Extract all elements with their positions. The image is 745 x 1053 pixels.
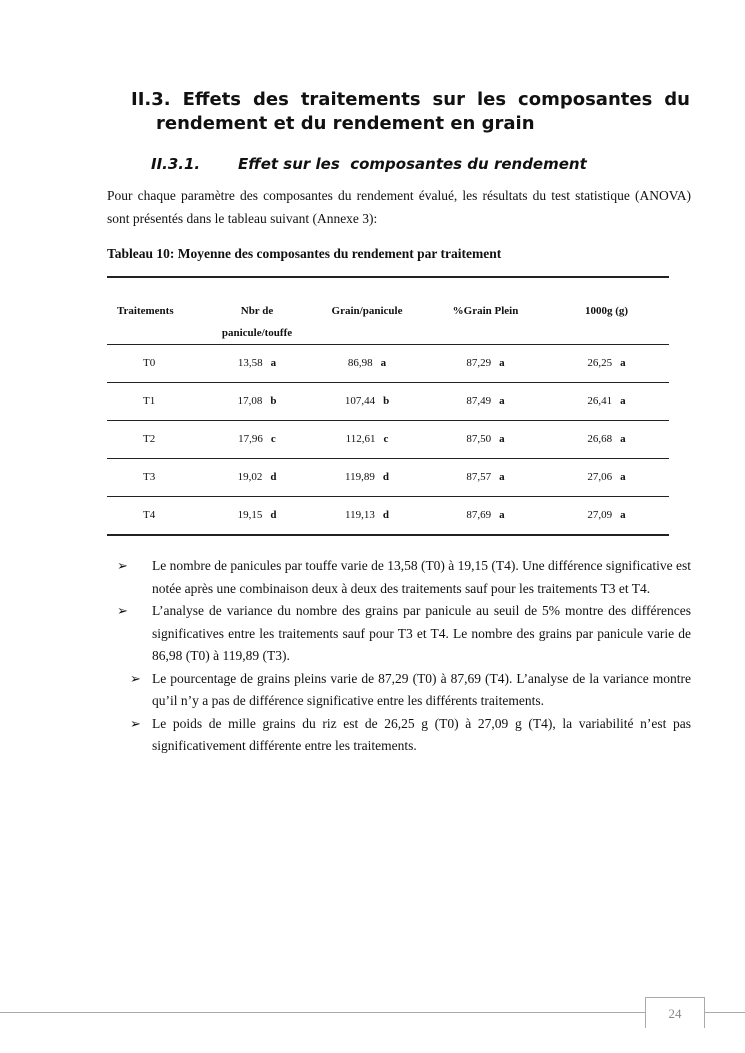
table-cell xyxy=(307,497,427,535)
significance-group: a xyxy=(499,357,505,369)
cell-value: 107,44 xyxy=(344,395,376,407)
treatment-label: T3 xyxy=(143,471,156,483)
bullet-text: L’analyse de variance du nombre des grains par panicule au seuil de 5% montre des différences significatives entre les traitements sauf pour T3 et T4. Le nombre des grains par panicule varie de 86,98 (T0) à 119,89 (T3). xyxy=(152,603,691,663)
cell-value: 119,13 xyxy=(345,509,375,521)
cell-value: 87,69 xyxy=(466,509,492,521)
section-heading-word: traitements xyxy=(300,89,421,110)
bullet-item xyxy=(107,600,691,668)
section-heading-word: des xyxy=(253,89,289,110)
bullet-text: Le nombre de panicules par touffe varie de 13,58 (T0) à 19,15 (T4). Une différence significative est notée après une combinaison deux à deux des traitements sauf pour les traitements T3 et T4. xyxy=(152,558,691,596)
significance-group: d xyxy=(382,509,389,521)
table-cell xyxy=(307,383,427,421)
table-cell xyxy=(307,421,427,459)
bullet-item xyxy=(107,555,691,600)
arrow-bullet-icon: ➢ xyxy=(130,670,141,686)
treatment-label: T4 xyxy=(143,509,156,521)
col-header-traitements: Traitements xyxy=(117,305,174,317)
arrow-bullet-icon: ➢ xyxy=(117,558,128,573)
cell-value: 13,58 xyxy=(237,357,263,369)
col-header-1000g: 1000g (g) xyxy=(584,305,629,317)
section-number: II.3. xyxy=(131,89,171,110)
significance-group: b xyxy=(270,395,277,407)
table-cell xyxy=(207,383,307,421)
cell-value: 87,29 xyxy=(466,357,492,369)
yield-components-table xyxy=(107,276,669,536)
col-header-grain-panicule: Grain/panicule xyxy=(331,305,403,317)
table-cell xyxy=(427,421,544,459)
table-cell xyxy=(207,421,307,459)
significance-group: a xyxy=(499,509,505,521)
treatment-label: T1 xyxy=(143,395,156,407)
arrow-bullet-icon: ➢ xyxy=(117,603,128,618)
cell-value: 86,98 xyxy=(347,357,373,369)
table-row xyxy=(107,421,669,459)
bullet-item xyxy=(107,713,691,758)
table-header-row xyxy=(107,277,669,345)
table-row xyxy=(107,459,669,497)
section-heading-word: composantes xyxy=(518,89,653,110)
significance-group: c xyxy=(270,433,276,445)
significance-group: d xyxy=(270,471,277,483)
bullet-text: Le poids de mille grains du riz est de 26,25 g (T0) à 27,09 g (T4), la variabilité n’est pas significativement différente entre les traitements. xyxy=(152,715,691,753)
section-heading xyxy=(131,88,690,136)
table-cell xyxy=(544,345,669,383)
table-cell xyxy=(307,345,427,383)
cell-value: 26,25 xyxy=(587,357,613,369)
table-row xyxy=(107,383,669,421)
table-cell xyxy=(207,459,307,497)
bullet-text: Le pourcentage de grains pleins varie de 87,29 (T0) à 87,69 (T4). L’analyse de la variance montre qu’il n’y a pas de différence significative entre les différents traitements. xyxy=(152,670,691,708)
subsection-title: Effet sur les composantes du rendement xyxy=(238,155,587,173)
treatment-label: T0 xyxy=(143,357,156,369)
cell-value: 26,68 xyxy=(587,433,613,445)
page-number: 24 xyxy=(645,997,705,1028)
cell-value: 27,06 xyxy=(587,471,613,483)
table-cell xyxy=(207,497,307,535)
bullet-item xyxy=(107,668,691,713)
significance-group: c xyxy=(383,433,389,445)
cell-value: 26,41 xyxy=(587,395,613,407)
cell-value: 87,49 xyxy=(466,395,492,407)
significance-group: d xyxy=(270,509,277,521)
treatment-label: T2 xyxy=(143,433,156,445)
table-cell xyxy=(544,383,669,421)
significance-group: a xyxy=(380,357,387,369)
table-cell xyxy=(427,497,544,535)
significance-group: a xyxy=(270,357,277,369)
table-caption: Tableau 10: Moyenne des composantes du rendement par traitement xyxy=(107,246,502,261)
cell-value: 119,89 xyxy=(345,471,375,483)
table-row xyxy=(107,497,669,535)
cell-value: 17,08 xyxy=(237,395,263,407)
subsection-heading xyxy=(151,153,587,175)
cell-value: 27,09 xyxy=(587,509,613,521)
table-cell xyxy=(207,345,307,383)
cell-value: 112,61 xyxy=(345,433,376,445)
significance-group: d xyxy=(382,471,389,483)
cell-value: 87,57 xyxy=(466,471,492,483)
significance-group: a xyxy=(620,395,626,407)
cell-value: 19,02 xyxy=(237,471,263,483)
subsection-number: II.3.1. xyxy=(151,155,201,173)
table-row xyxy=(107,345,669,383)
arrow-bullet-icon: ➢ xyxy=(130,715,141,731)
significance-group: b xyxy=(383,395,390,407)
footer-rule xyxy=(0,1012,745,1013)
significance-group: a xyxy=(499,395,505,407)
col-header-grain-plein: %Grain Plein xyxy=(452,305,519,317)
significance-group: a xyxy=(499,433,505,445)
section-heading-word: du xyxy=(664,89,690,110)
table-cell xyxy=(427,459,544,497)
section-heading-word: les xyxy=(476,89,507,110)
significance-group: a xyxy=(620,471,626,483)
significance-group: a xyxy=(499,471,505,483)
col-header-panicules: Nbr de panicule/touffe xyxy=(221,305,293,339)
table-cell xyxy=(427,345,544,383)
intro-paragraph: Pour chaque paramètre des composantes du rendement évalué, les résultats du test statistique (ANOVA) sont présentés dans le tableau suivant (Annexe 3): xyxy=(107,188,691,226)
significance-group: a xyxy=(620,433,626,445)
section-heading-word: sur xyxy=(432,89,465,110)
table-cell xyxy=(544,459,669,497)
cell-value: 87,50 xyxy=(466,433,492,445)
cell-value: 17,96 xyxy=(238,433,263,445)
section-heading-line2: rendement et du rendement en grain xyxy=(156,113,535,134)
section-heading-word: Effets xyxy=(182,89,242,110)
table-cell xyxy=(544,497,669,535)
significance-group: a xyxy=(620,509,626,521)
table-cell xyxy=(307,459,427,497)
results-bullet-list xyxy=(107,555,691,758)
table-cell xyxy=(544,421,669,459)
significance-group: a xyxy=(620,357,626,369)
cell-value: 19,15 xyxy=(237,509,263,521)
table-cell xyxy=(427,383,544,421)
